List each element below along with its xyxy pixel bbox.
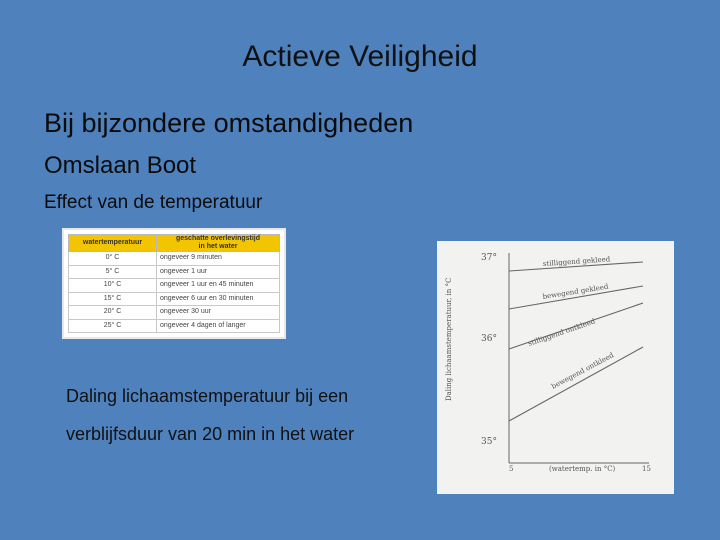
table-cell-time: ongeveer 6 uur en 30 minuten xyxy=(157,292,280,306)
label-stilliggend-ontkleed: stilliggend ontkleed xyxy=(527,317,597,348)
table-cell-temp: 0° C xyxy=(69,252,157,266)
heading-effect-temperatuur: Effect van de temperatuur xyxy=(44,192,263,213)
table-row xyxy=(69,279,280,293)
heading-omslaan-boot: Omslaan Boot xyxy=(44,152,197,179)
heading-bijzondere-omstandigheden: Bij bijzondere omstandigheden xyxy=(44,108,414,138)
header-line-2: in het water xyxy=(198,243,238,250)
table-cell-time: ongeveer 30 uur xyxy=(157,306,280,320)
temperature-drop-graph-image xyxy=(437,241,674,494)
table-row xyxy=(69,306,280,320)
table-row xyxy=(69,319,280,333)
table-cell-temp: 5° C xyxy=(69,265,157,279)
table-row xyxy=(69,265,280,279)
table-cell-temp: 20° C xyxy=(69,306,157,320)
slide-title: Actieve Veiligheid xyxy=(242,40,478,73)
y-tick-37: 37° xyxy=(481,253,497,263)
table-cell-time: ongeveer 4 dagen of langer xyxy=(157,319,280,333)
table-header-watertemperatuur: watertemperatuur xyxy=(69,235,157,252)
label-bewegend-ontkleed: bewegend ontkleed xyxy=(550,351,616,391)
header-line-1: geschatte overlevingstijd xyxy=(175,235,261,242)
body-text-line-1: Daling lichaamstemperatuur bij een xyxy=(66,386,349,406)
y-tick-35: 35° xyxy=(481,437,497,447)
y-axis-label: Daling lichaamstemperatuur, in °C xyxy=(445,277,453,401)
table-cell-temp: 25° C xyxy=(69,319,157,333)
body-text-line-2: verblijfsduur van 20 min in het water xyxy=(66,424,355,444)
table-header-row xyxy=(69,235,280,252)
table-cell-temp: 10° C xyxy=(69,279,157,293)
x-tick-15: 15 xyxy=(642,465,651,473)
table-row xyxy=(69,252,280,266)
table-cell-time: ongeveer 9 minuten xyxy=(157,252,280,266)
survival-time-table-image xyxy=(62,228,286,339)
label-stilliggend-gekleed: stilliggend gekleed xyxy=(542,255,611,268)
x-tick-5: 5 xyxy=(509,465,514,473)
temperature-drop-graph xyxy=(437,241,674,494)
table-cell-time: ongeveer 1 uur xyxy=(157,265,280,279)
y-tick-36: 36° xyxy=(481,334,497,344)
table-cell-time: ongeveer 1 uur en 45 minuten xyxy=(157,279,280,293)
table-cell-temp: 15° C xyxy=(69,292,157,306)
line-bewegend-ontkleed xyxy=(509,347,643,421)
survival-time-table xyxy=(68,234,280,333)
label-bewegend-gekleed: bewegend gekleed xyxy=(542,282,609,301)
table-row xyxy=(69,292,280,306)
x-axis-label: (watertemp. in °C) xyxy=(549,465,616,473)
table-header-overlevingstijd xyxy=(157,235,280,252)
